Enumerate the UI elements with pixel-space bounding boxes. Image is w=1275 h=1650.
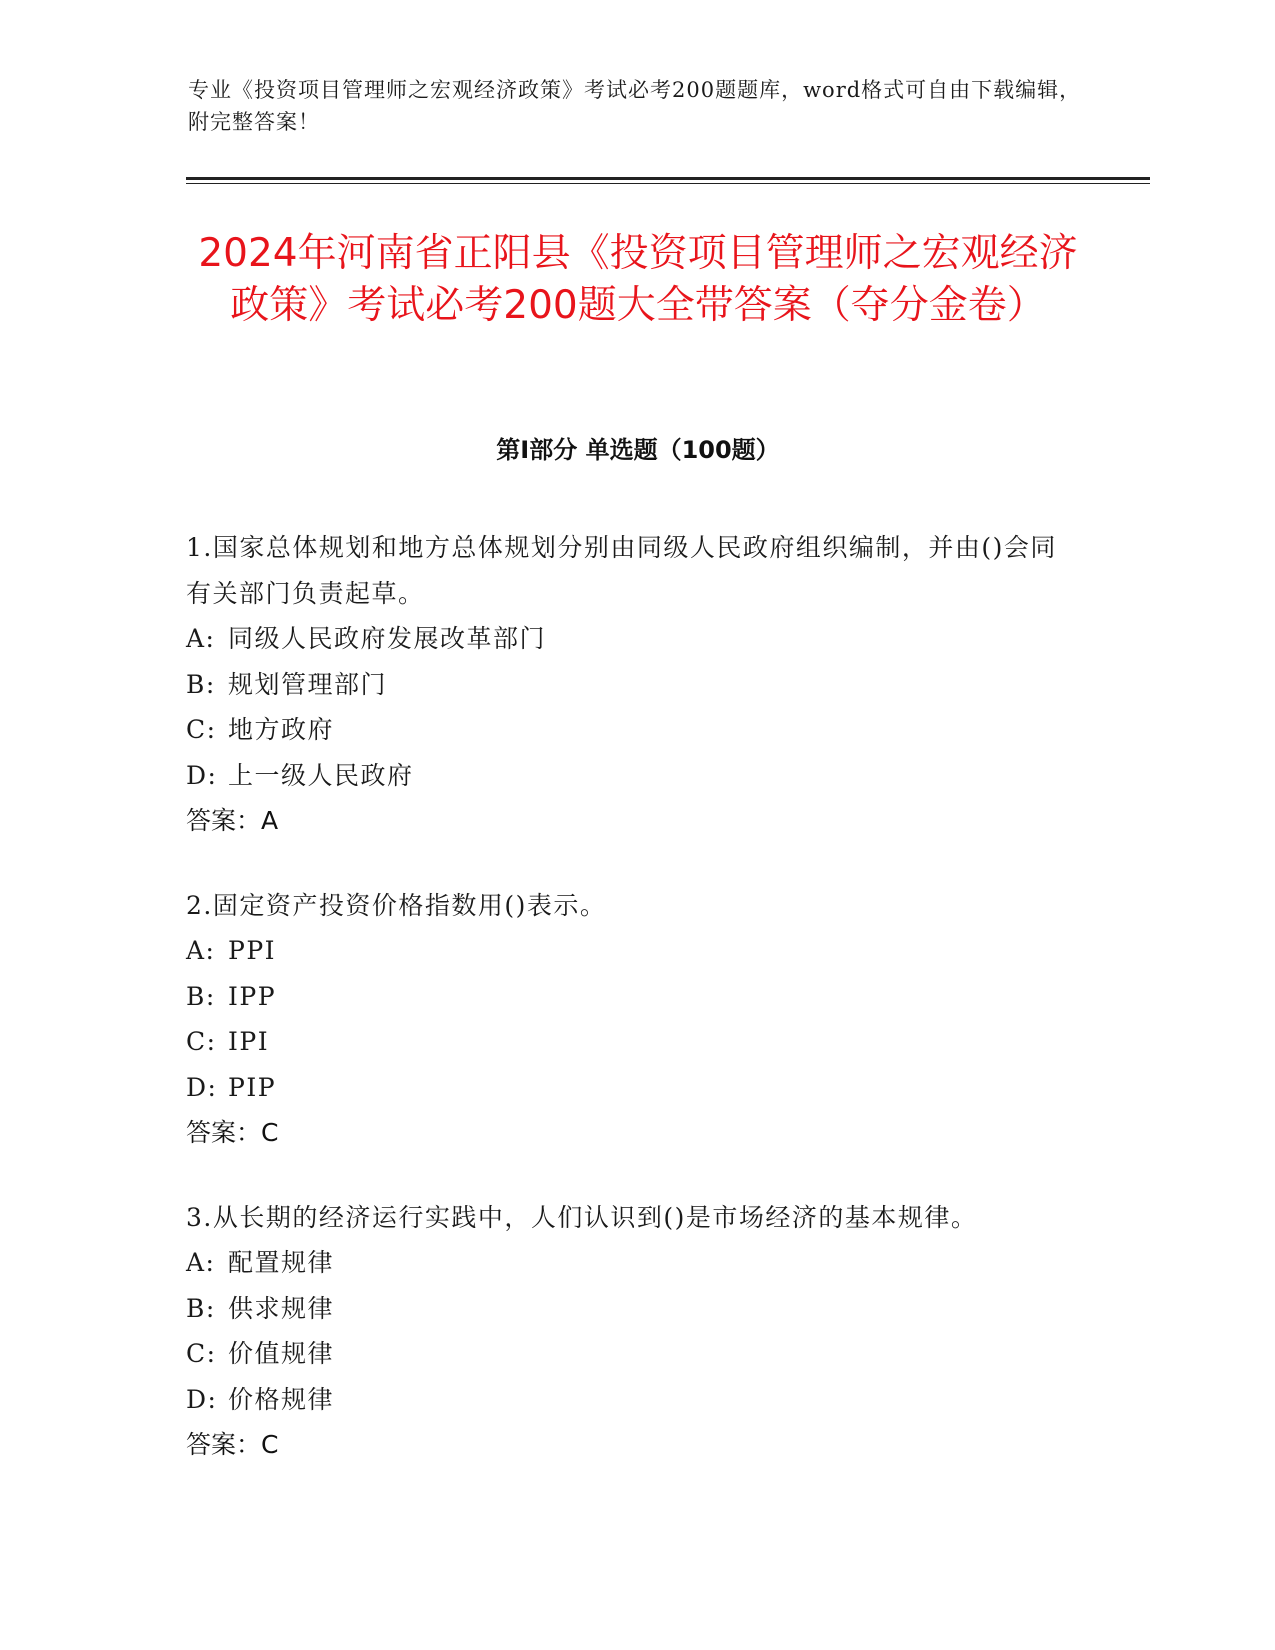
question-2 xyxy=(186,883,1066,1156)
option-key: A: xyxy=(186,1248,216,1277)
option-text: 配置规律 xyxy=(228,1248,335,1277)
question-stem: 3.从长期的经济运行实践中，人们认识到()是市场经济的基本规律。 xyxy=(186,1202,978,1232)
option-b xyxy=(186,662,1066,708)
answer-line: 答案：C xyxy=(186,1430,279,1459)
option-key: A: xyxy=(186,624,216,653)
option-text: 同级人民政府发展改革部门 xyxy=(228,624,547,653)
section-heading: 第I部分 单选题（100题） xyxy=(496,436,780,464)
question-list xyxy=(186,525,1066,1507)
option-key: D: xyxy=(186,760,218,790)
option-b xyxy=(186,1286,1066,1332)
option-key: B: xyxy=(186,1293,216,1323)
option-d xyxy=(186,1377,1066,1423)
option-text: PIP xyxy=(228,1072,277,1102)
option-text: 地方政府 xyxy=(228,715,335,744)
option-key: C: xyxy=(186,715,217,744)
option-text: IPP xyxy=(228,981,277,1011)
question-stem: 1.国家总体规划和地方总体规划分别由同级人民政府组织编制，并由()会同有关部门负责起草。 xyxy=(186,533,1057,608)
option-text: PPI xyxy=(228,936,277,965)
option-b xyxy=(186,974,1066,1020)
header-note: 专业《投资项目管理师之宏观经济政策》考试必考200题题库，word格式可自由下载编辑，附完整答案！ xyxy=(188,78,1082,134)
option-d xyxy=(186,753,1066,799)
option-text: 上一级人民政府 xyxy=(228,760,414,790)
answer-line: 答案：C xyxy=(186,1118,279,1147)
option-a xyxy=(186,1240,1066,1286)
option-key: D: xyxy=(186,1072,218,1102)
option-key: A: xyxy=(186,936,216,965)
option-text: 供求规律 xyxy=(228,1293,335,1323)
header-rule-thin xyxy=(186,183,1150,184)
question-1 xyxy=(186,525,1066,844)
option-c xyxy=(186,1019,1066,1065)
option-key: C: xyxy=(186,1339,217,1368)
option-text: 价格规律 xyxy=(228,1384,335,1414)
question-3 xyxy=(186,1195,1066,1468)
option-key: C: xyxy=(186,1027,217,1056)
option-text: 规划管理部门 xyxy=(228,669,388,699)
option-text: IPI xyxy=(228,1027,270,1056)
option-a xyxy=(186,616,1066,662)
option-text: 价值规律 xyxy=(228,1339,335,1368)
document-title: 2024年河南省正阳县《投资项目管理师之宏观经济政策》考试必考200题大全带答案（夺分金卷） xyxy=(198,231,1078,328)
answer-line: 答案：A xyxy=(186,806,279,835)
question-stem: 2.固定资产投资价格指数用()表示。 xyxy=(186,890,607,920)
option-a xyxy=(186,928,1066,974)
option-d xyxy=(186,1065,1066,1111)
option-key: B: xyxy=(186,669,216,699)
option-c xyxy=(186,1331,1066,1377)
option-key: D: xyxy=(186,1384,218,1414)
option-key: B: xyxy=(186,981,216,1011)
option-c xyxy=(186,707,1066,753)
header-rule-thick xyxy=(186,177,1150,180)
